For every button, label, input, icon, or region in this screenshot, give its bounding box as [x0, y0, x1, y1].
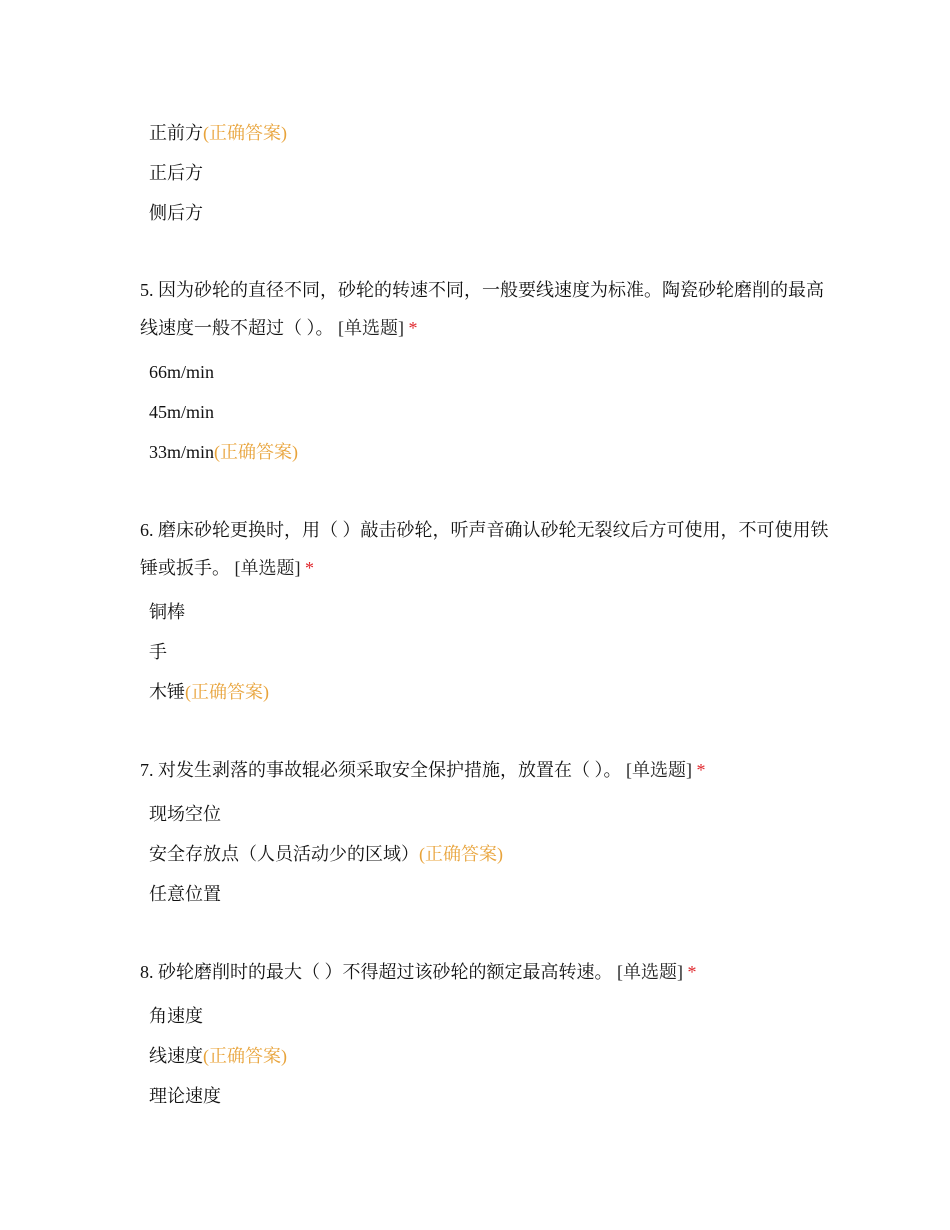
correct-answer-marker: (正确答案)	[214, 442, 299, 462]
required-marker: *	[305, 558, 314, 578]
correct-answer-marker: (正确答案)	[203, 123, 287, 143]
question-type-label: [单选题]	[338, 318, 404, 338]
option-q6-c[interactable]	[149, 672, 269, 712]
option-text: 正后方	[149, 163, 203, 183]
option-q6-b[interactable]	[149, 632, 269, 672]
option-text: 线速度	[149, 1046, 203, 1066]
option-text: 木锤	[149, 682, 185, 702]
option-text: 任意位置	[149, 884, 221, 904]
option-text: 理论速度	[149, 1086, 221, 1106]
correct-answer-marker: (正确答案)	[203, 1046, 287, 1066]
correct-answer-marker: (正确答案)	[185, 682, 269, 702]
required-marker: *	[687, 962, 697, 982]
option-q4-b[interactable]	[149, 153, 287, 193]
option-text: 33m/min	[149, 442, 215, 462]
option-text: 正前方	[149, 123, 203, 143]
option-text: 45m/min	[149, 402, 215, 422]
question-5	[140, 271, 830, 347]
option-q7-a[interactable]	[149, 794, 503, 834]
question-type-label: [单选题]	[234, 558, 301, 578]
option-q8-b[interactable]	[149, 1036, 287, 1076]
required-marker: *	[696, 760, 706, 780]
option-q5-a[interactable]	[149, 352, 298, 392]
required-marker: *	[408, 318, 418, 338]
options-q7	[149, 794, 503, 914]
option-text: 侧后方	[149, 203, 203, 223]
option-q8-c[interactable]	[149, 1076, 287, 1116]
question-text: 磨床砂轮更换时，用（ ）敲击砂轮，听声音确认砂轮无裂纹后方可使用，不可使用铁锤或扳手。	[140, 520, 829, 578]
options-q5	[149, 352, 298, 472]
question-number: 8.	[140, 962, 154, 982]
option-text: 角速度	[149, 1006, 203, 1026]
option-q6-a[interactable]	[149, 592, 269, 632]
options-q8	[149, 996, 287, 1116]
option-q5-c[interactable]	[149, 432, 298, 472]
option-q7-c[interactable]	[149, 874, 503, 914]
question-type-label: [单选题]	[617, 962, 683, 982]
question-number: 5.	[140, 280, 154, 300]
question-8	[140, 953, 830, 991]
option-q7-b[interactable]	[149, 834, 503, 874]
option-q4-c[interactable]	[149, 193, 287, 233]
question-number: 7.	[140, 760, 154, 780]
question-7	[140, 751, 830, 789]
question-6	[140, 511, 830, 587]
question-type-label: [单选题]	[626, 760, 692, 780]
options-q6	[149, 592, 269, 712]
question-text: 砂轮磨削时的最大（ ）不得超过该砂轮的额定最高转速。	[158, 962, 613, 982]
option-q4-a[interactable]	[149, 113, 287, 153]
question-text: 因为砂轮的直径不同，砂轮的转速不同，一般要线速度为标准。陶瓷砂轮磨削的最高线速度一般不超过（ ）。	[140, 280, 824, 338]
option-text: 现场空位	[149, 804, 221, 824]
question-number: 6.	[140, 520, 154, 540]
option-text: 安全存放点（人员活动少的区域）	[149, 844, 419, 864]
option-text: 66m/min	[149, 362, 215, 382]
correct-answer-marker: (正确答案)	[419, 844, 503, 864]
option-q8-a[interactable]	[149, 996, 287, 1036]
option-text: 手	[149, 642, 167, 662]
question-text: 对发生剥落的事故辊必须采取安全保护措施，放置在（ ）。	[158, 760, 622, 780]
option-text: 铜棒	[149, 602, 185, 622]
options-q4	[149, 113, 287, 233]
option-q5-b[interactable]	[149, 392, 298, 432]
